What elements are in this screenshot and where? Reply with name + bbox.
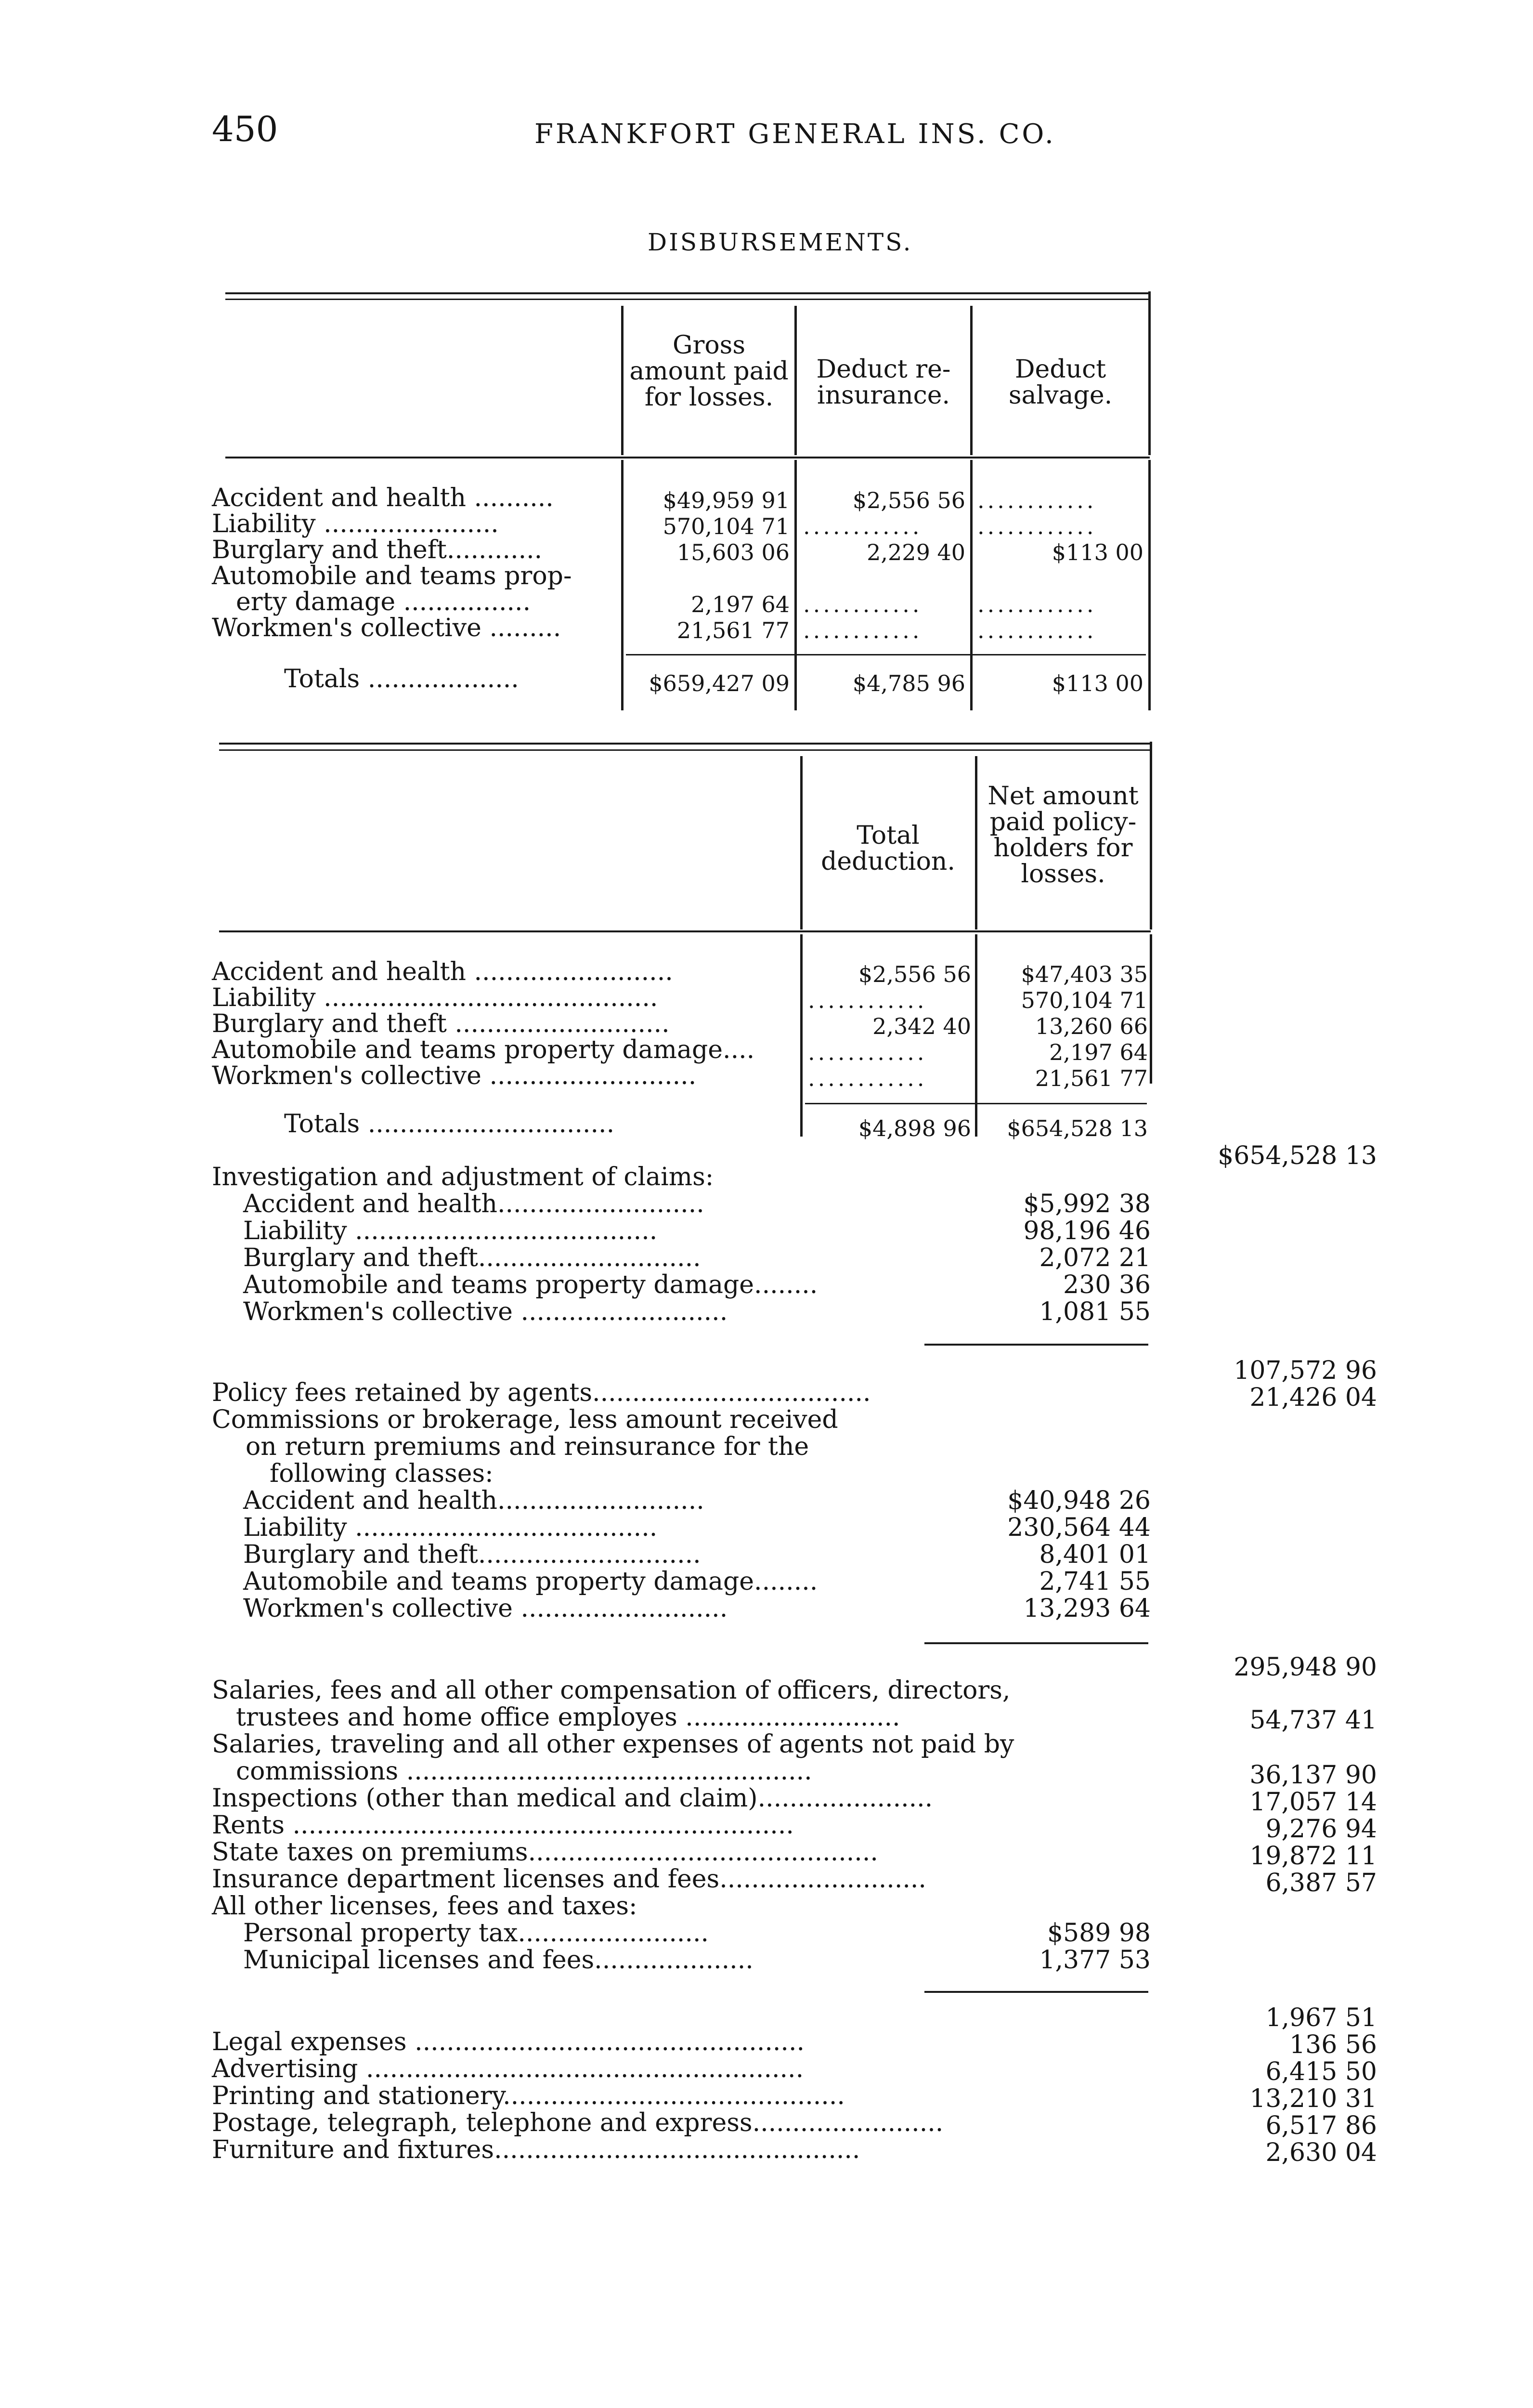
subtotal-rule <box>924 1991 1148 1993</box>
salvage-value: ............ <box>977 591 1097 617</box>
row-label: Burglary and theft ........................... <box>212 1009 670 1038</box>
expense-amount: 6,517 86 <box>1265 2111 1377 2140</box>
expense-amount: 19,872 11 <box>1249 1842 1377 1871</box>
expense-label: Salaries, fees and all other compensation of officers, directors, <box>212 1676 1011 1705</box>
gross-value: $49,959 91 <box>663 487 790 513</box>
line-label: Municipal licenses and fees.................... <box>243 1946 754 1975</box>
expense-amount: 36,137 90 <box>1249 1761 1377 1790</box>
gross-value: 21,561 77 <box>676 617 790 643</box>
line-label: Liability ...................................... <box>243 1513 658 1542</box>
gross-value: 15,603 06 <box>676 539 790 565</box>
expense-amount: 6,387 57 <box>1265 1869 1377 1898</box>
net-value: 21,561 77 <box>1035 1065 1148 1091</box>
table-rule <box>225 299 1150 300</box>
reinsurance-value: 2,229 40 <box>867 539 965 565</box>
salvage-value: ............ <box>977 617 1097 643</box>
row-label: Automobile and teams prop- <box>212 562 572 590</box>
column-divider <box>970 306 973 455</box>
losses-carried-total: $654,528 13 <box>1218 1141 1377 1170</box>
totals-rule <box>626 654 1146 655</box>
column-divider <box>621 306 624 455</box>
line-amount: 2,072 21 <box>1039 1243 1151 1272</box>
line-amount: 1,081 55 <box>1039 1297 1151 1326</box>
line-amount: 2,741 55 <box>1039 1567 1151 1596</box>
deduction-value: ............ <box>808 987 927 1013</box>
line-label: Burglary and theft............................ <box>243 1243 701 1272</box>
line-label: Accident and health.......................... <box>243 1190 704 1218</box>
page-number: 450 <box>212 109 278 149</box>
section-heading: on return premiums and reinsurance for the <box>246 1432 809 1461</box>
reinsurance-value: ............ <box>803 513 922 539</box>
table-rule <box>219 930 1151 932</box>
line-label: Liability ...................................... <box>243 1217 658 1245</box>
column-divider <box>1150 934 1152 1084</box>
expense-label: State taxes on premiums............................................ <box>212 1838 878 1867</box>
header-deduct-reinsurance: Deduct re-insurance. <box>816 355 951 410</box>
header-net-amount: Net amount paid policy-holders for losses. <box>987 782 1139 889</box>
row-label: Accident and health ......................... <box>212 957 673 986</box>
line-amount: $40,948 26 <box>1007 1486 1151 1515</box>
deduction-value: ............ <box>808 1039 927 1065</box>
expense-label: Rents ............................................................... <box>212 1811 794 1840</box>
expense-label: Postage, telegraph, telephone and express........................ <box>212 2108 944 2137</box>
salvage-total: $113 00 <box>1052 670 1143 696</box>
line-label: Accident and health.......................... <box>243 1486 704 1515</box>
column-divider <box>1150 742 1152 929</box>
table-rule <box>225 292 1150 294</box>
deduction-value: $2,556 56 <box>858 961 971 987</box>
column-divider <box>1148 291 1151 455</box>
column-divider <box>1148 460 1151 710</box>
column-divider <box>794 306 797 455</box>
row-label: Liability .......................................... <box>212 983 658 1012</box>
line-label: Personal property tax........................ <box>243 1919 709 1948</box>
line-label: Workmen's collective .......................... <box>243 1594 728 1623</box>
section-heading: All other licenses, fees and taxes: <box>212 1892 637 1921</box>
line-amount: 8,401 01 <box>1039 1540 1151 1569</box>
header-total-deduction: Total deduction. <box>821 821 955 876</box>
section-heading: Commissions or brokerage, less amount received <box>212 1405 838 1434</box>
expense-label: Legal expenses ................................................. <box>212 2028 805 2056</box>
deduction-value: 2,342 40 <box>872 1013 971 1039</box>
expense-amount: 2,630 04 <box>1265 2138 1377 2167</box>
expense-label: Furniture and fixtures.............................................. <box>212 2135 860 2164</box>
expense-label: Inspections (other than medical and claim)...................... <box>212 1784 933 1813</box>
line-label: Automobile and teams property damage........ <box>243 1270 818 1299</box>
commissions-total: 295,948 90 <box>1234 1653 1377 1682</box>
other-licenses-total: 1,967 51 <box>1265 2003 1377 2032</box>
row-label: Workmen's collective ......... <box>212 614 561 642</box>
policy-fees-amount: 21,426 04 <box>1249 1383 1377 1412</box>
net-value: $47,403 35 <box>1021 961 1148 987</box>
net-value: 2,197 64 <box>1049 1039 1148 1065</box>
column-divider <box>800 934 803 1137</box>
column-divider <box>621 460 624 710</box>
line-amount: $589 98 <box>1047 1919 1151 1948</box>
salvage-value: ............ <box>977 513 1097 539</box>
totals-rule <box>805 1103 1147 1104</box>
gross-total: $659,427 09 <box>649 670 790 696</box>
section-heading: Investigation and adjustment of claims: <box>212 1163 714 1191</box>
expense-amount: 136 56 <box>1289 2030 1377 2059</box>
reinsurance-value: ............ <box>803 591 922 617</box>
row-label: erty damage ................ <box>236 588 531 616</box>
deduction-total: $4,898 96 <box>858 1115 971 1141</box>
table-rule <box>219 749 1151 751</box>
section-heading: following classes: <box>270 1459 494 1488</box>
line-amount: 98,196 46 <box>1023 1217 1151 1245</box>
expense-amount: 54,737 41 <box>1249 1706 1377 1735</box>
section-title: DISBURSEMENTS. <box>648 228 913 256</box>
line-amount: 1,377 53 <box>1039 1946 1151 1975</box>
row-label: Accident and health .......... <box>212 484 554 512</box>
net-value: 570,104 71 <box>1021 987 1148 1013</box>
row-label: Workmen's collective .......................... <box>212 1061 697 1090</box>
reinsurance-value: $2,556 56 <box>852 487 965 513</box>
net-total: $654,528 13 <box>1007 1115 1148 1141</box>
subtotal-rule <box>924 1344 1148 1346</box>
line-amount: 230 36 <box>1063 1270 1151 1299</box>
gross-value: 2,197 64 <box>691 591 790 617</box>
net-value: 13,260 66 <box>1035 1013 1148 1039</box>
salvage-value: $113 00 <box>1052 539 1143 565</box>
policy-fees-label: Policy fees retained by agents................................... <box>212 1378 871 1407</box>
expense-amount: 17,057 14 <box>1249 1788 1377 1817</box>
totals-label: Totals ............................... <box>284 1110 615 1139</box>
line-amount: 230,564 44 <box>1007 1513 1151 1542</box>
expense-amount: 6,415 50 <box>1265 2057 1377 2086</box>
line-label: Workmen's collective .......................... <box>243 1297 728 1326</box>
gross-value: 570,104 71 <box>663 513 790 539</box>
reinsurance-total: $4,785 96 <box>852 670 965 696</box>
expense-amount: 13,210 31 <box>1249 2084 1377 2113</box>
deduction-value: ............ <box>808 1065 927 1091</box>
line-label: Automobile and teams property damage........ <box>243 1567 818 1596</box>
totals-label: Totals ................... <box>284 665 519 694</box>
expense-amount: 9,276 94 <box>1265 1815 1377 1844</box>
row-label: Burglary and theft............ <box>212 536 543 564</box>
salvage-value: ............ <box>977 487 1097 513</box>
table-rule <box>219 743 1151 745</box>
column-divider <box>975 756 977 929</box>
column-divider <box>975 934 977 1137</box>
column-divider <box>794 460 797 710</box>
reinsurance-value: ............ <box>803 617 922 643</box>
subtotal-rule <box>924 1642 1148 1644</box>
expense-label: Advertising ....................................................... <box>212 2055 804 2083</box>
header-deduct-salvage: Deduct salvage. <box>1008 355 1113 410</box>
line-label: Burglary and theft............................ <box>243 1540 701 1569</box>
header-gross-amount: Gross amount paid for losses. <box>629 331 789 412</box>
column-divider <box>970 460 973 710</box>
expense-label: Insurance department licenses and fees.......................... <box>212 1865 926 1894</box>
expense-label: commissions ................................................... <box>236 1757 812 1786</box>
table-rule <box>225 457 1150 458</box>
row-label: Liability ...................... <box>212 510 499 538</box>
investigation-total: 107,572 96 <box>1234 1356 1377 1385</box>
column-divider <box>800 756 803 929</box>
expense-label: Salaries, traveling and all other expenses of agents not paid by <box>212 1730 1014 1759</box>
line-amount: 13,293 64 <box>1023 1594 1151 1623</box>
expense-label: Printing and stationery........................................... <box>212 2081 845 2110</box>
line-amount: $5,992 38 <box>1023 1190 1151 1218</box>
running-head: FRANKFORT GENERAL INS. CO. <box>534 118 1056 150</box>
expense-label: trustees and home office employes ........................... <box>236 1703 900 1732</box>
row-label: Automobile and teams property damage.... <box>212 1035 755 1064</box>
